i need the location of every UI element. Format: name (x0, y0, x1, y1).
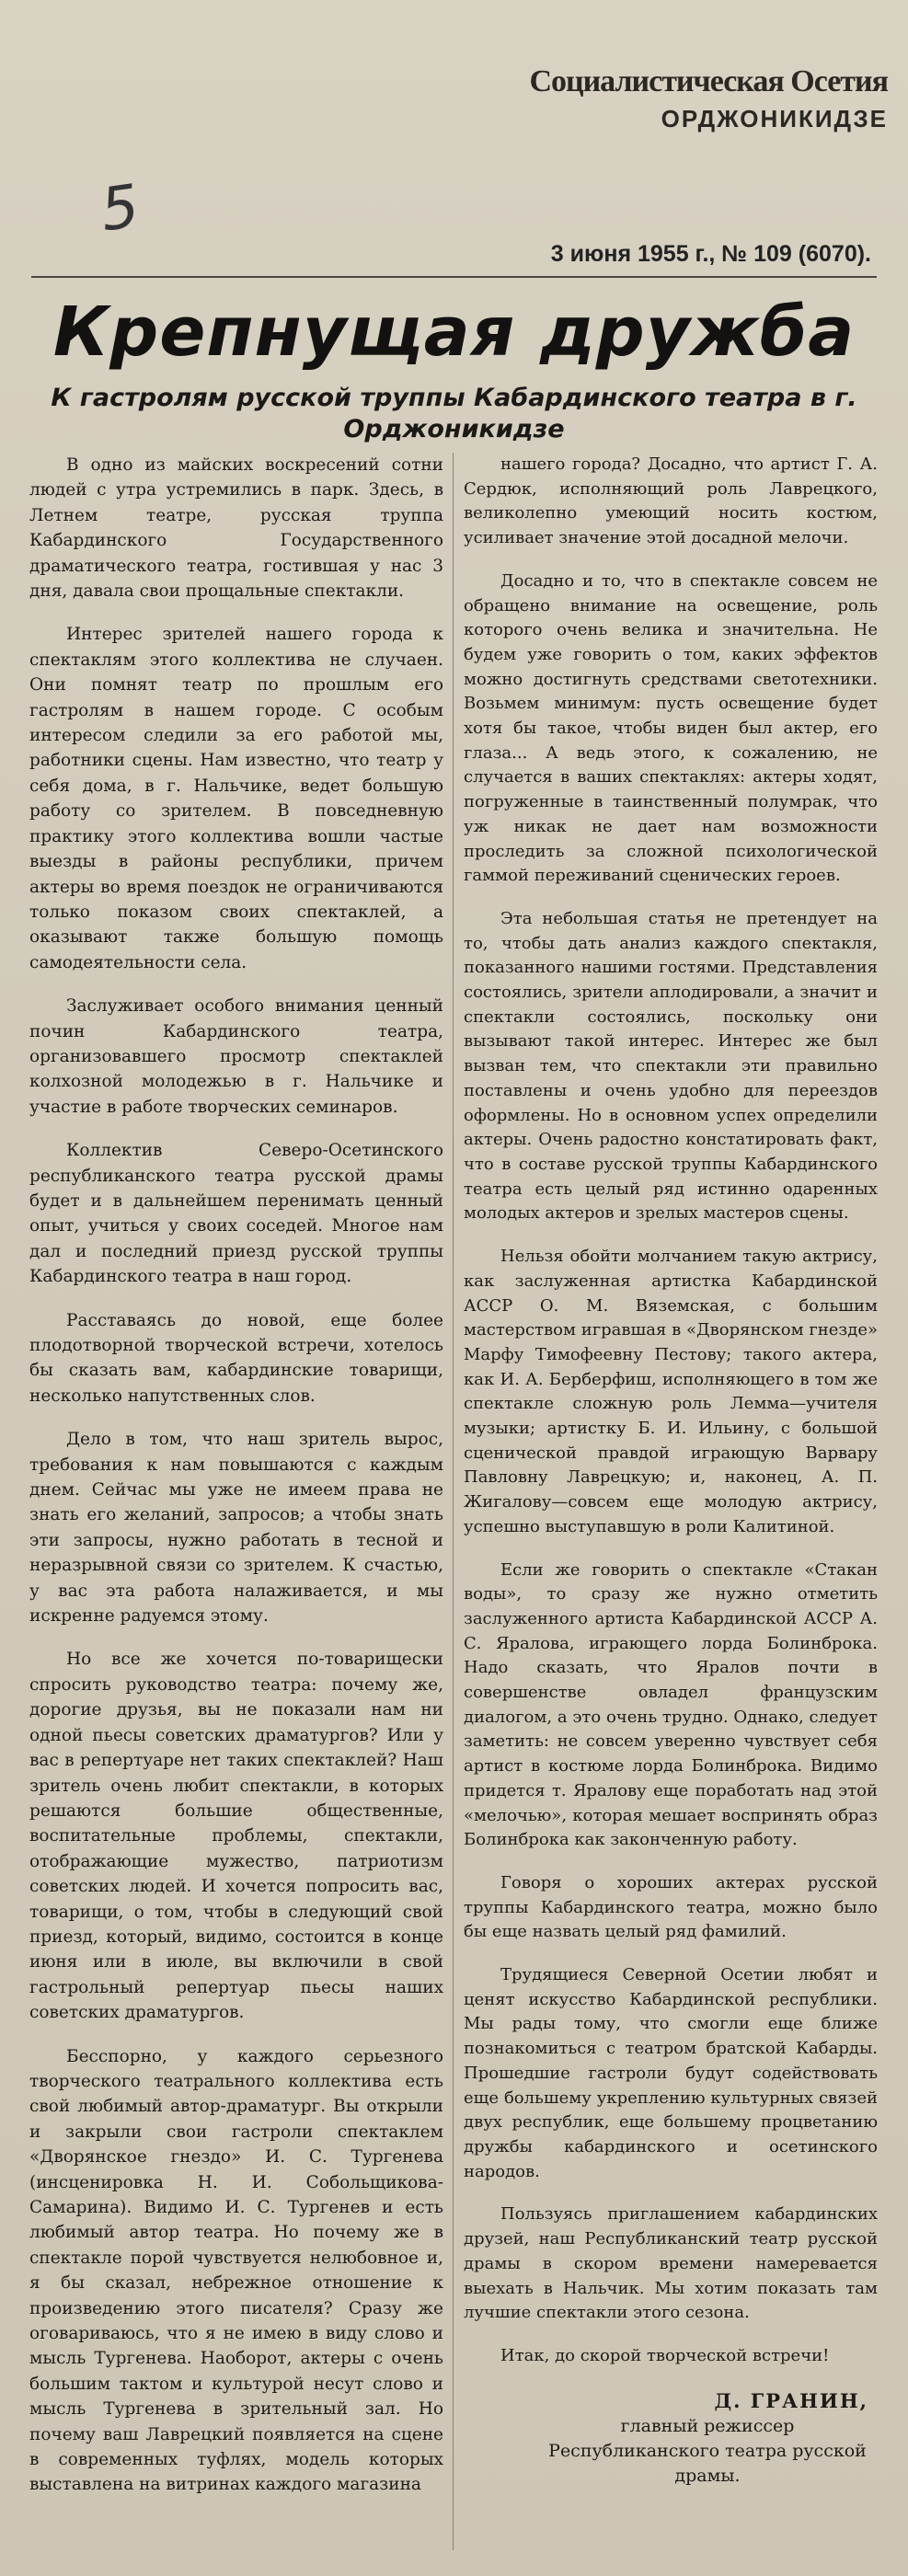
pencil-page-mark: 5 (97, 172, 144, 246)
paragraph: Бесспорно, у каждого серьезного творческого театрального коллектива есть свой любимый автор-драматург. Вы открыли и закрыли свои гастроли спектаклем «Дворянское гнездо» И. С. Тургенева (инсценировка Н. И. Собольщиковa-Самарина). Видимо И. С. Тургенев и есть любимый автор театра. Но почему же в спектакле порой чувствуется нелюбовное и, я бы сказал, небрежное отношение к произведению этого писателя? Сразу же оговариваюсь, что я не имею в виду слово и мысль Тургенева. Наоборот, актеры с очень большим тактом и культурой несут слово и мысль Тургенева в зрительный зал. Но почему ваш Лаврецкий появляется на сцене в современных туфлях, модель которых выставлена на витринах каждого магазина (29, 2046, 443, 2495)
left-column (29, 453, 443, 2550)
author-signature: Д. ГРАНИН, (714, 2388, 868, 2412)
masthead (529, 64, 888, 133)
masthead-city: ОРДЖОНИКИДЗЕ (661, 105, 888, 132)
paragraph: Если же говорить о спектакле «Стакан воды», то сразу же нужно отметить заслуженного артиста Кабардинской АССР А. С. Яралова, играющего лорда Болинброка. Надо сказать, что Яралов почти в совершенстве овладел французским диалогом, а это очень трудно. Однако, следует заметить: не совсем уверенно чувствует себя артист в костюме лорда Болинброка. Видимо придется т. Яралову еще поработать над этой «мелочью», которая мешает воспринять образ Болинброка как законченную работу. (464, 1559, 878, 1850)
paragraph: Итак, до скорой творческой встречи! (500, 2345, 830, 2365)
issue-dateline: 3 июня 1955 г., № 109 (6070). (550, 241, 871, 267)
paragraph: Интерес зрителей нашего города к спектаклям этого коллектива не случаен. Они помнят театр по прошлым его гастролям в нашем городе. С особым интересом следили за его работой мы, работники сцены. Нам известно, что театр у себя дома, в г. Нальчике, ведет большую работу со зрителем. В повседневную практику этого коллектива вошли частые выезды в районы республики, причем актеры во время поездок не ограничиваются только показом своих спектаклей, а оказывают также большую помощь самодеятельности села. (29, 625, 443, 972)
paragraph: Дело в том, что наш зритель вырос, требования к нам повышаются с каждым днем. Сейчас мы уже не имеем права не знать его желаний, запросов; а чтобы знать эти запросы, нужно работать в тесной и неразрывной связи со зрителем. К счастью, у вас эта работа налаживается, и мы искренне радуемся этому. (29, 1430, 443, 1627)
paragraph: Заслуживает особого внимания ценный почин Кабардинского театра, организовавшего просмотр спектаклей колхозной молодежью в г. Нальчике и участие в работе творческих семинаров. (29, 996, 443, 1117)
top-rule (31, 276, 877, 278)
paragraph: В одно из майских воскресений сотни людей с утра устремились в парк. Здесь, в Летнем театре, русская труппа Кабардинского Государственного драматического театра, гостившая у нас 3 дня, давала свои прощальные спектакли. (29, 455, 443, 602)
paragraph: Коллектив Северо-Осетинского республиканского театра русской драмы будет и в дальнейшем перенимать ценный опыт, учиться у своих соседей. Многое нам дал и последний приезд русской труппы Кабардинского театра в наш город. (29, 1141, 443, 1287)
paragraph: Пользуясь приглашением кабардинских друзей, наш Республиканский театр русской драмы в скором времени намеревается выехать в Нальчик. Мы хотим показать там лучшие спектакли этого сезона. (464, 2204, 878, 2323)
right-column (464, 453, 878, 2550)
paragraph: Эта небольшая статья не претендует на то, чтобы дать анализ каждого спектакля, показанного нашими гостями. Представления состоялись, зрители аплодировали, а значит и спектакли состоялись, поскольку они вызывают такой интерес. Интерес же был вызван тем, что спектакли эти правильно поставлены и очень удобно для переездов оформлены. Но в основном успех определили актеры. Очень радостно констатировать факт, что в составе русской труппы Кабардинского театра есть целый ряд истинно одаренных молодых актеров и зрелых мастеров сцены. (464, 908, 878, 1224)
paragraph: нашего города? Досадно, что артист Г. А. Сердюк, исполняющий роль Лаврецкого, великолепно умеющий носить костюм, усиливает значение этой досадной мелочи. (464, 454, 878, 548)
article-subheadline: К гастролям русской труппы Кабардинского театра в г. Орджоникидзе (51, 384, 857, 443)
article-headline: Крепнущая дружба (52, 293, 856, 372)
paragraph: Нельзя обойти молчанием такую актрису, как заслуженная артистка Кабардинской АССР О. М. Вяземская, с большим мастерством игравшая в «Дворянском гнезде» Марфу Тимофеевну Пестову; такого актера, как И. А. Берберфиш, исполняющего в том же спектакле сложную роль Лемма—учителя музыки; артистку Б. И. Ильину, с большой сценической правдой играющую Варвару Павловну Лаврецкую; и, наконец, А. П. Жигалову—совсем еще молодую актрису, успешно выступавшую в роли Калитиной. (464, 1247, 878, 1536)
masthead-title: Социалистическая Осетия (529, 64, 888, 98)
paragraph: Говоря о хороших актерах русской труппы Кабардинского театра, можно было бы еще назвать целый ряд фамилий. (464, 1872, 878, 1942)
paragraph: Расставаясь до новой, еще более плодотворной творческой встречи, хотелось бы сказать вам, кабардинские товарищи, несколько напутственных слов. (29, 1310, 443, 1406)
author-role: главный режиссер Республиканского театра русской драмы. (548, 2415, 867, 2486)
paragraph: Трудящиеся Северной Осетии любят и ценят искусство Кабардинской республики. Мы рады тому, что смогли еще ближе познакомиться с театром братской Кабарды. Прошедшие гастроли будут содействовать еще большему укреплению культурных связей двух республик, еще большему процветанию дружбы кабардинского и осетинского народов. (464, 1965, 878, 2181)
paragraph: Досадно и то, что в спектакле совсем не обращено внимание на освещение, роль которого очень велика и значительна. Не будем уже говорить о том, каких эффектов можно достигнуть средствами светотехники. Возьмем минимум: пусть освещение будет хотя бы такое, чтобы виден был актер, его глаза... А ведь этого, к сожалению, не случается в ваших спектаклях: актеры ходят, погруженные в таинственный полумрак, что уж никак не дает нам возможности проследить за сложной психологической гаммой переживаний сценических героев. (464, 570, 878, 886)
article-body (29, 453, 879, 2550)
paragraph: Но все же хочется по-товарищески спросить руководство театра: почему же, дорогие друзья, вы не показали нам ни одной пьесы советских драматургов? Или у вас в репертуаре нет таких спектаклей? Наш зритель очень любит спектакли, в которых решаются большие общественные, воспитательные проблемы, спектакли, отображающие мужество, патриотизм советских людей. И хочется попросить вас, товарищи, о том, чтобы в следующий свой приезд, который, видимо, состоится в конце июня или в июле, вы включили в свой гастрольный репертуар пьесы наших советских драматургов. (29, 1650, 443, 2023)
